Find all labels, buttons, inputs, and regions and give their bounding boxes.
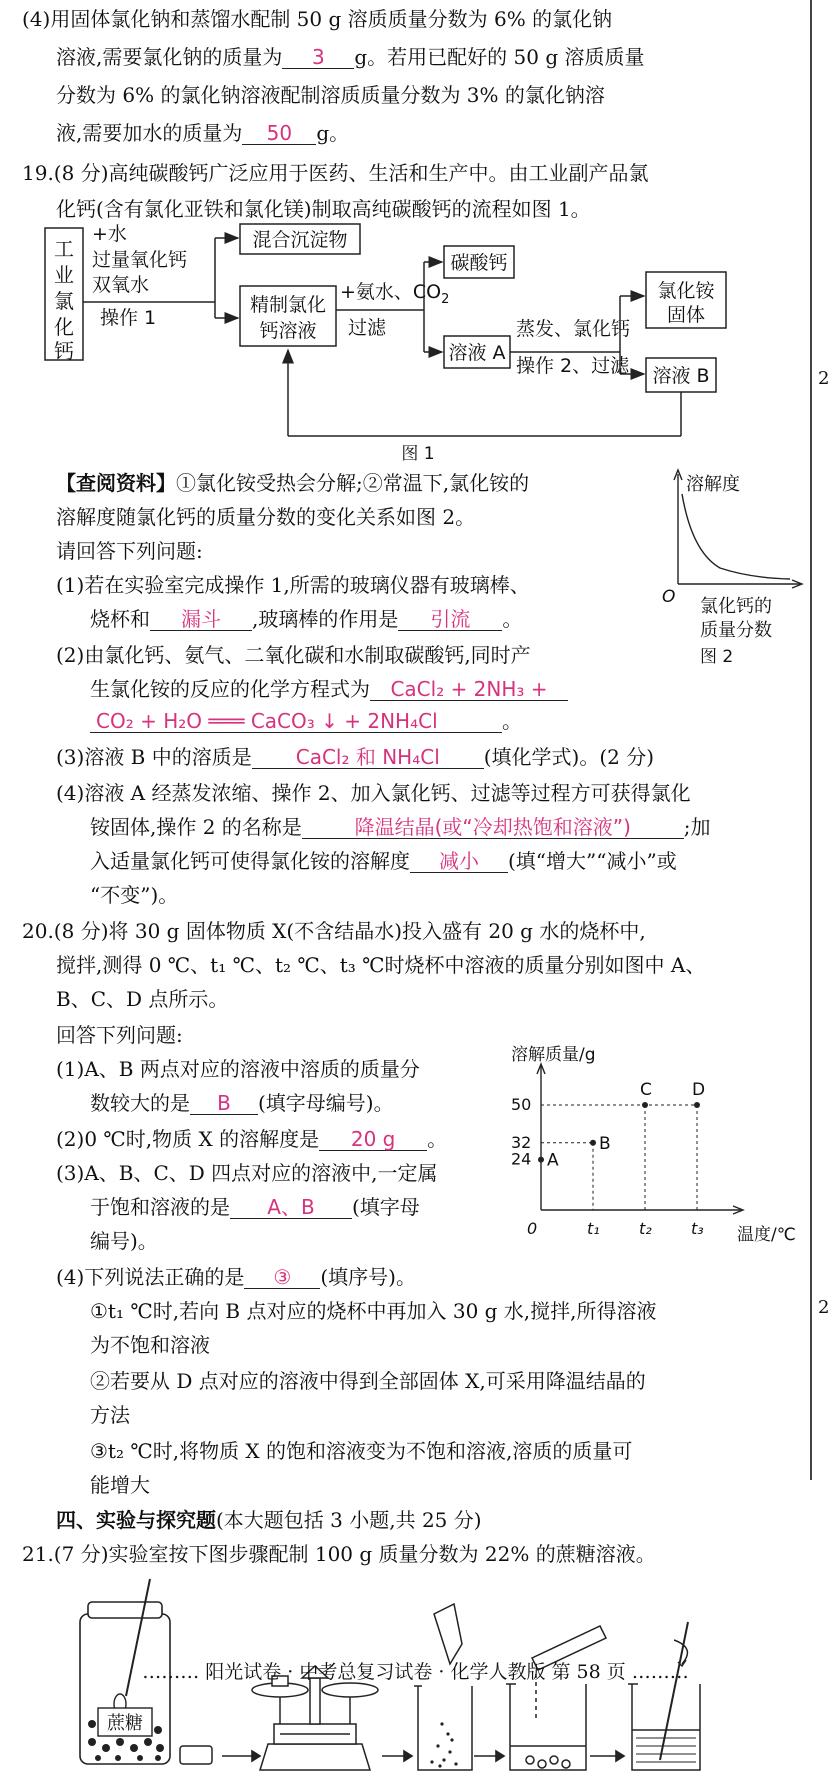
q20-stem-line1: 20.(8 分)将 30 g 固体物质 X(不含结晶水)投入盛有 20 g 水的烧杯中, bbox=[22, 919, 646, 943]
q20-stem-line3: B、C、D 点所示。 bbox=[56, 987, 229, 1011]
x-tick-label: 0 bbox=[527, 1219, 538, 1238]
q20-p2: (2)0 ℃时,物质 X 的溶解度是 20 g 。 bbox=[56, 1127, 448, 1151]
fig2-curve bbox=[682, 494, 790, 579]
data-point-a bbox=[538, 1157, 544, 1163]
reagent-water: +水 bbox=[92, 223, 127, 245]
q18-p4-line1: (4)用固体氯化钠和蒸馏水配制 50 g 溶质质量分数为 6% 的氯化钠 bbox=[22, 7, 613, 31]
q18-p4-line2: 溶液,需要氯化钠的质量为 3 g。若用已配好的 50 g 溶质质量 bbox=[56, 45, 645, 69]
q20-answer-p2: 20 g bbox=[319, 1128, 427, 1151]
y-axis-label: 溶解质量/g bbox=[511, 1045, 596, 1065]
box-solution-a-label: 溶液 A bbox=[448, 342, 506, 364]
box-caco3-label: 碳酸钙 bbox=[450, 252, 508, 274]
box-industrial-cacl2-c5: 钙 bbox=[54, 339, 74, 363]
beaker-stirring bbox=[628, 1622, 700, 1770]
filter-label: 过滤 bbox=[348, 317, 387, 339]
box-industrial-cacl2-c1: 工 bbox=[54, 237, 74, 261]
q18-answer-water-mass: 50 bbox=[242, 122, 316, 145]
box-solution-b-label: 溶液 B bbox=[652, 365, 710, 387]
q21-stem: 21.(7 分)实验室按下图步骤配制 100 g 质量分数为 22% 的蔗糖溶液。 bbox=[22, 1542, 656, 1566]
box-industrial-cacl2-c2: 业 bbox=[54, 263, 74, 287]
beaker-pouring-water bbox=[506, 1626, 606, 1770]
op1-label: 操作 1 bbox=[100, 307, 157, 329]
fig2-ylabel: 溶解度 bbox=[686, 474, 740, 495]
q18-p4-line3: 分数为 6% 的氯化钠溶液配制溶质质量分数为 3% 的氯化钠溶 bbox=[56, 83, 605, 107]
margin-rule bbox=[810, 0, 812, 1480]
reagent-ammonia-co2: +氨水、$CO_2$ bbox=[340, 281, 450, 307]
q19-p1-line2: 烧杯和 漏斗 ,玻璃棒的作用是 引流 。 bbox=[90, 607, 523, 631]
q20-p3-line1: (3)A、B、C、D 四点对应的溶液中,一定属 bbox=[56, 1161, 438, 1185]
q19-answer-equation-part1: CaCl₂ + 2NH₃ + bbox=[370, 678, 568, 701]
fig2-origin: O bbox=[662, 587, 676, 607]
q20-answer-p1: B bbox=[190, 1092, 258, 1115]
section4-heading bbox=[56, 1507, 482, 1533]
box-industrial-cacl2-c3: 氯 bbox=[54, 289, 74, 313]
fig2-xlabel-l1: 氯化钙的 bbox=[700, 596, 772, 617]
q20-p1-line1: (1)A、B 两点对应的溶液中溶质的质量分 bbox=[56, 1057, 420, 1081]
reagent-cao: 过量氧化钙 bbox=[92, 249, 188, 271]
page-footer: ……… 阳光试卷 · 中考总复习试卷 · 化学人教版 第 58 页 ……… bbox=[142, 1661, 689, 1683]
sugar-jar-label: 蔗糖 bbox=[107, 1713, 143, 1734]
box-mixed-precipitate-label: 混合沉淀物 bbox=[252, 229, 348, 251]
q19-p2-line3: CO₂ + H₂O ═══ CaCO₃ ↓ + 2NH₄Cl 。 bbox=[90, 708, 522, 734]
q20-opt2-line1: ②若要从 D 点对应的溶液中得到全部固体 X,可采用降温结晶的 bbox=[90, 1369, 646, 1393]
side-number-1: 2 bbox=[818, 368, 830, 389]
process-flow-diagram bbox=[40, 222, 805, 464]
box-nh4cl-l2: 固体 bbox=[666, 304, 706, 326]
q18-p4-line4: 液,需要加水的质量为 50 g。 bbox=[56, 121, 350, 145]
x-tick-label: t₃ bbox=[691, 1219, 704, 1238]
side-number-2: 2 bbox=[818, 1297, 830, 1318]
data-point-d bbox=[694, 1102, 700, 1108]
q19-p4-line4: “不变”)。 bbox=[90, 883, 179, 907]
point-label-c: C bbox=[640, 1080, 652, 1100]
q20-opt1-line1: ①t₁ ℃时,若向 B 点对应的烧杯中再加入 30 g 水,搅拌,所得溶液 bbox=[90, 1299, 657, 1323]
q19-p3: (3)溶液 B 中的溶质是 CaCl₂ 和 NH₄Cl (填化学式)。(2 分) bbox=[56, 745, 655, 769]
q20-p3-line2: 于饱和溶液的是 A、B (填字母 bbox=[90, 1195, 420, 1219]
q19-ask: 请回答下列问题: bbox=[56, 539, 203, 563]
y-tick-label: 50 bbox=[511, 1095, 532, 1114]
section4-title: 四、实验与探究题 bbox=[56, 1508, 216, 1532]
q19-p2-line1: (2)由氯化钙、氨气、二氧化碳和水制取碳酸钙,同时产 bbox=[56, 643, 531, 667]
q19-answer-solutes: CaCl₂ 和 NH₄Cl bbox=[252, 746, 484, 769]
q19-answer-equation-part2: CO₂ + H₂O ═══ CaCO₃ ↓ + 2NH₄Cl bbox=[90, 710, 502, 733]
q19-p1-line1: (1)若在实验室完成操作 1,所需的玻璃仪器有玻璃棒、 bbox=[56, 573, 530, 597]
q20-answer-p4: ③ bbox=[244, 1266, 320, 1289]
reagent-h2o2: 双氧水 bbox=[92, 274, 150, 296]
fig2-xlabel-l2: 质量分数 bbox=[700, 620, 772, 641]
q20-opt1-line2: 为不饱和溶液 bbox=[90, 1333, 210, 1357]
op2-label: 操作 2、过滤 bbox=[516, 355, 630, 377]
q18-answer-nacl-mass: 3 bbox=[282, 46, 354, 69]
box-refined-cacl2-l1: 精制氯化 bbox=[249, 294, 327, 316]
q20-ask: 回答下列问题: bbox=[56, 1023, 183, 1047]
data-point-b bbox=[590, 1140, 596, 1146]
q19-answer-op2-name: 降温结晶(或“冷却热饱和溶液”) bbox=[302, 816, 684, 839]
q20-answer-p3: A、B bbox=[230, 1196, 352, 1219]
q19-answer-funnel: 漏斗 bbox=[150, 608, 252, 631]
x-tick-label: t₂ bbox=[639, 1219, 652, 1238]
q19-p4-line1: (4)溶液 A 经蒸发浓缩、操作 2、加入氯化钙、过滤等过程方可获得氯化 bbox=[56, 781, 691, 805]
q20-opt3-line1: ③t₂ ℃时,将物质 X 的饱和溶液变为不饱和溶液,溶质的质量可 bbox=[90, 1439, 633, 1463]
q20-dissolved-mass-chart bbox=[505, 1044, 805, 1254]
evap-label: 蒸发、氯化钙 bbox=[516, 318, 631, 340]
q20-p1-line2: 数较大的是 B (填字母编号)。 bbox=[90, 1091, 394, 1115]
x-axis-label: 温度/℃ bbox=[737, 1225, 796, 1245]
q19-stem-line1: 19.(8 分)高纯碳酸钙广泛应用于医药、生活和生产中。由工业副产品氯 bbox=[22, 161, 649, 185]
q20-p3-line3: 编号)。 bbox=[90, 1229, 158, 1253]
q20-stem-line2: 搅拌,测得 0 ℃、t₁ ℃、t₂ ℃、t₃ ℃时烧杯中溶液的质量分别如图中 A、 bbox=[56, 953, 706, 977]
x-tick-label: t₁ bbox=[587, 1219, 600, 1238]
point-label-a: A bbox=[547, 1150, 559, 1171]
point-label-b: B bbox=[599, 1133, 611, 1154]
jar-stopper bbox=[180, 1746, 212, 1764]
q19-answer-decrease: 减小 bbox=[410, 850, 508, 873]
box-refined-cacl2-l2: 钙溶液 bbox=[259, 320, 317, 342]
q20-opt2-line2: 方法 bbox=[90, 1403, 130, 1427]
box-nh4cl-l1: 氯化铵 bbox=[657, 280, 715, 302]
fig2-caption: 图 2 bbox=[700, 647, 734, 667]
q19-p4-line2: 铵固体,操作 2 的名称是 降温结晶(或“冷却热饱和溶液”) ;加 bbox=[90, 815, 711, 839]
y-tick-label: 32 bbox=[511, 1132, 532, 1152]
point-label-d: D bbox=[692, 1080, 706, 1100]
box-industrial-cacl2-c4: 化 bbox=[54, 315, 74, 339]
y-tick-label: 24 bbox=[511, 1149, 532, 1169]
q20-p4: (4)下列说法正确的是 ③ (填序号)。 bbox=[56, 1265, 416, 1289]
q19-p4-line3: 入适量氯化钙可使得氯化铵的溶解度 减小 (填“增大”“减小”或 bbox=[90, 849, 677, 873]
q19-info-line2: 溶解度随氯化钙的质量分数的变化关系如图 2。 bbox=[56, 505, 476, 529]
q19-info-line1: 【查阅资料】①氯化铵受热会分解;②常温下,氯化铵的 bbox=[56, 471, 530, 495]
q19-answer-drainage: 引流 bbox=[398, 608, 502, 631]
section4-note: (本大题包括 3 小题,共 25 分) bbox=[216, 1508, 482, 1532]
fig1-caption: 图 1 bbox=[401, 444, 435, 464]
beaker-pouring-sugar bbox=[414, 1604, 472, 1770]
solubility-curve-fig2 bbox=[660, 464, 810, 674]
q19-stem-line2: 化钙(含有氯化亚铁和氯化镁)制取高纯碳酸钙的流程如图 1。 bbox=[56, 197, 591, 221]
q19-p2-line2: 生氯化铵的反应的化学方程式为 CaCl₂ + 2NH₃ + bbox=[90, 676, 568, 702]
q20-opt3-line2: 能增大 bbox=[90, 1473, 150, 1497]
